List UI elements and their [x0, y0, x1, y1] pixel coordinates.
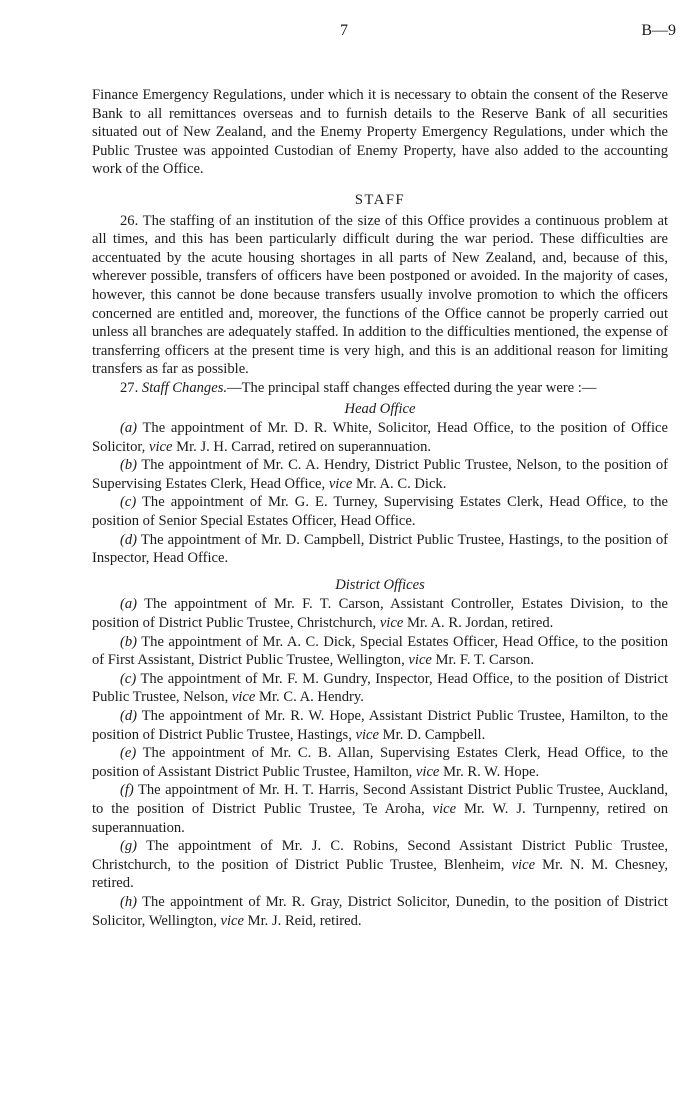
item-text-end: Mr. R. W. Hope. [439, 763, 540, 780]
item-label: (a) [120, 420, 138, 437]
page-header [0, 22, 700, 46]
document-reference: B—9 [641, 22, 676, 39]
paragraph-27 [92, 379, 668, 398]
item-text: The appointment of Mr. C. B. Allan, Supervising Estates Clerk, Head Office, to the position of Assistant District Public Trustee, Hamilton, [92, 745, 668, 780]
district-office-item [92, 893, 668, 930]
item-vice: vice [231, 689, 256, 706]
item-text: The appointment of Mr. R. W. Hope, Assistant District Public Trustee, Hamilton, to the position of District Public Trustee, Hastings, [92, 708, 668, 743]
sub-heading-district-offices: District Offices [335, 576, 425, 593]
item-label: (c) [120, 494, 137, 511]
item-text: The appointment of Mr. J. C. Robins, Second Assistant District Public Trustee, Christchurch, to the position of District Public Trustee, Blenheim, [92, 838, 668, 873]
item-vice: vice [379, 615, 404, 632]
item-text: The appointment of Mr. F. T. Carson, Assistant Controller, Estates Division, to the position of District Public Trustee, Christchurch, [92, 596, 668, 632]
head-office-item [92, 456, 668, 493]
item-label: (h) [120, 893, 138, 910]
item-text: The appointment of Mr. G. E. Turney, Supervising Estates Clerk, Head Office, to the position of Senior Special Estates Officer, Head Office. [92, 494, 668, 530]
paragraph-26: 26. The staffing of an institution of the size of this Office provides a continuous problem at all times, and this has been particularly difficult during the war period. These difficulties are accentuated by the acute housing shortages in all parts of New Zealand, and, because of this, wherever possible, transfers of officers have been postponed or avoided. In the majority of cases, however, this cannot be done because transfers usually involve promotion to which the officers concerned are entitled and, moreover, the functions of the Office cannot be properly carried out unless all branches are adequately staffed. In addition to the difficulties mentioned, the expense of transferring officers at the present time is very high, and this is an additional reason for limiting transfers as far as possible. [92, 212, 668, 378]
item-text: The appointment of Mr. D. R. White, Solicitor, Head Office, to the position of Office Solicitor, [92, 420, 668, 455]
body-text [92, 86, 668, 930]
item-vice: vice [328, 475, 353, 492]
item-vice: vice [415, 763, 440, 780]
page-number: 7 [340, 22, 348, 39]
item-vice: vice [355, 726, 380, 743]
item-label: (a) [120, 596, 138, 613]
item-text-end: Mr. A. C. Dick. [352, 475, 447, 492]
head-office-item [92, 531, 668, 568]
item-label: (g) [120, 838, 138, 855]
sub-heading-head-office: Head Office [344, 400, 416, 417]
item-label: (d) [120, 531, 138, 548]
district-office-item [92, 744, 668, 781]
item-text-end: Mr. N. M. Chesney, retired. [92, 856, 668, 892]
district-office-item [92, 633, 668, 670]
paragraph-27-text: —The principal staff changes effected during the year were :— [227, 379, 597, 396]
item-label: (b) [120, 633, 138, 650]
item-vice: vice [432, 800, 457, 817]
section-heading-staff: STAFF [354, 191, 406, 208]
item-text: The appointment of Mr. C. A. Hendry, District Public Trustee, Nelson, to the position of Supervising Estates Clerk, Head Office, [92, 457, 668, 492]
item-label: (b) [120, 457, 138, 474]
district-office-item [92, 837, 668, 893]
intro-paragraph: Finance Emergency Regulations, under which it is necessary to obtain the consent of the Reserve Bank to all remittances overseas and to furnish details to the Reserve Bank of all securities situated out of New Zealand, and the Enemy Property Emergency Regulations, under which the Public Trustee was appointed Custodian of Enemy Property, have also added to the accounting work of the Office. [92, 87, 668, 178]
item-text-end: Mr. C. A. Hendry. [255, 689, 364, 706]
item-text-end: Mr. W. J. Turnpenny, retired on superannuation. [92, 800, 668, 836]
item-text-end: Mr. J. H. Carrad, retired on superannuation. [172, 438, 432, 455]
item-text: The appointment of Mr. R. Gray, District Solicitor, Dunedin, to the position of District Solicitor, Wellington, [92, 893, 668, 929]
item-vice: vice [511, 856, 536, 873]
head-office-item [92, 493, 668, 530]
district-office-item [92, 595, 668, 632]
item-vice: vice [148, 438, 173, 455]
item-text-end: Mr. D. Campbell. [379, 726, 486, 743]
district-office-item [92, 707, 668, 744]
head-office-item [92, 419, 668, 456]
item-label: (c) [120, 670, 137, 687]
district-office-item [92, 781, 668, 837]
item-text-end: Mr. J. Reid, retired. [244, 912, 362, 929]
item-text: The appointment of Mr. H. T. Harris, Second Assistant District Public Trustee, Auckland, to the position of District Public Trustee, Te Aroha, [92, 782, 669, 817]
item-text: The appointment of Mr. F. M. Gundry, Inspector, Head Office, to the position of District Public Trustee, Nelson, [92, 670, 668, 706]
item-vice: vice [220, 912, 244, 929]
item-text-end: Mr. A. R. Jordan, retired. [403, 615, 554, 632]
item-text: The appointment of Mr. A. C. Dick, Special Estates Officer, Head Office, to the position of First Assistant, District Public Trustee, Wellington, [92, 633, 668, 669]
item-label: (e) [120, 745, 137, 762]
item-text-end: Mr. F. T. Carson. [431, 652, 534, 669]
item-label: (d) [120, 708, 138, 724]
item-label: (f) [120, 782, 134, 799]
district-office-item [92, 670, 668, 707]
paragraph-27-number: 27. [120, 379, 142, 396]
item-text: The appointment of Mr. D. Campbell, District Public Trustee, Hastings, to the position of Inspector, Head Office. [92, 531, 668, 567]
item-vice: vice [408, 652, 432, 669]
paragraph-27-title: Staff Changes. [141, 379, 228, 396]
